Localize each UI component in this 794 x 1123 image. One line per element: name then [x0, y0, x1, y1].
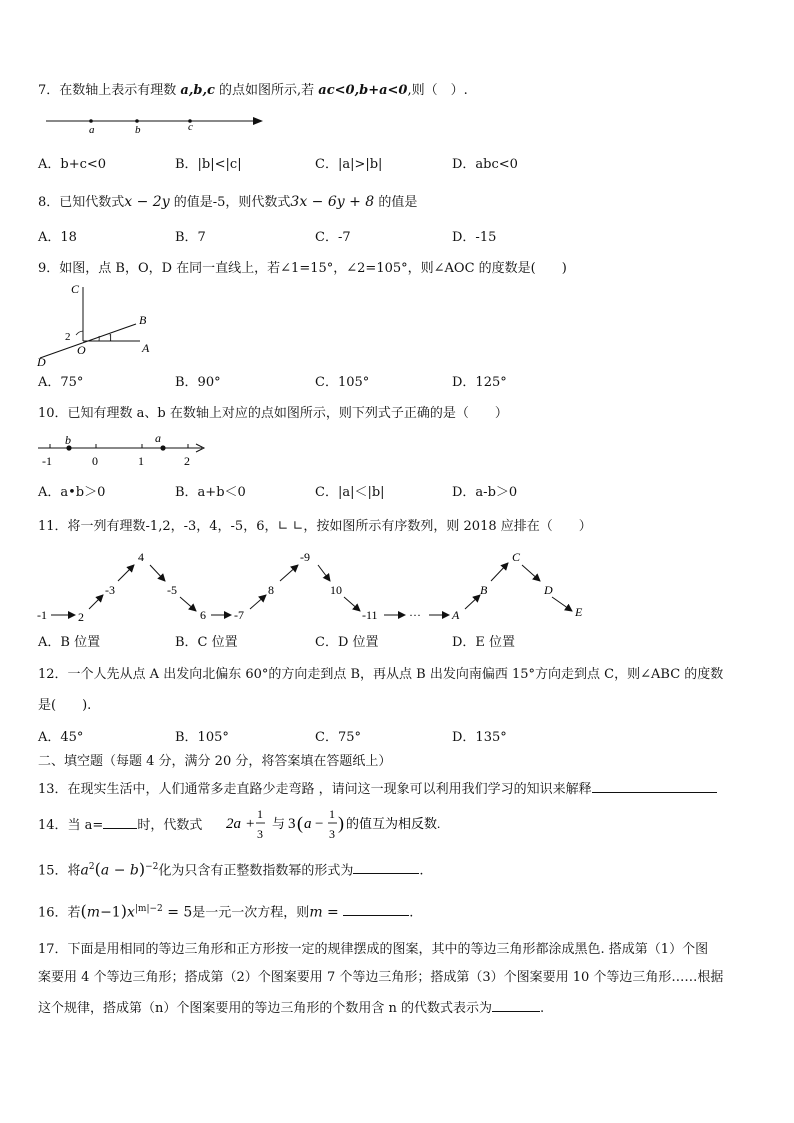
q7-option-b: B．|b|<|c| [175, 157, 242, 172]
q16-answer-blank[interactable] [343, 903, 409, 916]
q17-answer-blank[interactable] [492, 999, 540, 1012]
q9-label-d: D [37, 355, 46, 369]
q9-angle-figure [36, 281, 154, 369]
q11-num-2: 2 [78, 610, 84, 624]
q10-tick-1: 1 [138, 454, 144, 468]
q14-stem: 14．当 a= 时，代数式 [38, 818, 203, 833]
q7-label-b: b [135, 124, 141, 136]
q8-option-c: C．-7 [315, 230, 351, 245]
q11-options [38, 634, 758, 652]
svg-text:−: − [315, 816, 324, 832]
q9-label-c: C [71, 282, 80, 296]
q11-num--7: -7 [234, 608, 244, 622]
q10-option-d: D．a-b＞0 [452, 485, 518, 500]
svg-text:2a: 2a [226, 816, 241, 832]
q10-tick-2: 2 [184, 454, 190, 468]
svg-text:+: + [246, 816, 255, 832]
svg-text:): ) [338, 813, 344, 833]
q11-pos-e: E [575, 605, 583, 619]
q10-label-b: b [65, 433, 71, 447]
q10-options [38, 484, 758, 502]
q17-stem-line2: 案要用 4 个等边三角形；搭成第（2）个图案要用 7 个等边三角形；搭成第（3）个图案要用 10 个等边三角形……根据 [38, 970, 724, 985]
q10-tick--1: -1 [42, 454, 52, 468]
q11-num--11: -11 [362, 608, 378, 622]
q9-option-a: A．75° [38, 375, 84, 390]
q17-stem-line1: 17．下面是用相同的等边三角形和正方形按一定的规律摆成的图案，其中的等边三角形都涂成黑色. 搭成第（1）个图 [38, 942, 709, 957]
svg-text:3: 3 [329, 827, 335, 841]
q9-stem: 9．如图，点 B，O，D 在同一直线上，若∠1=15°，∠2=105°，则∠AOC 的度数是( ) [38, 261, 567, 276]
q11-sequence-figure [34, 545, 594, 630]
section-title: 二、填空题（每题 4 分，满分 20 分，将答案填在答题纸上） [38, 754, 392, 769]
q11-pos-a: A [452, 608, 460, 622]
q11-num--5: -5 [167, 583, 177, 597]
svg-text:1: 1 [257, 807, 263, 821]
q8-options [38, 229, 758, 247]
q7-stem: 7．在数轴上表示有理数 a,b,c 的点如图所示,若 ac<0,b+a<0,则（ ）. [38, 83, 468, 98]
svg-text:a: a [304, 816, 312, 832]
q9-option-d: D．125° [452, 375, 507, 390]
q14-suffix: 的值互为相反数. [346, 816, 441, 831]
svg-text:3: 3 [288, 816, 296, 832]
q12-option-c: C．75° [315, 730, 361, 745]
q11-option-d: D．E 位置 [452, 635, 516, 650]
q10-label-a: a [155, 432, 161, 445]
q11-pos-b: B [480, 583, 488, 597]
q14-expression [224, 804, 448, 846]
q8-option-a: A．18 [38, 230, 77, 245]
q9-options [38, 374, 758, 392]
q10-option-a: A．a•b＞0 [38, 485, 106, 500]
q14-answer-blank[interactable] [103, 816, 137, 829]
q10-number-line [36, 432, 210, 468]
q8-option-b: B．7 [175, 230, 206, 245]
q11-num-6: 6 [200, 608, 206, 622]
q11-option-a: A．B 位置 [38, 635, 101, 650]
q11-ellipsis: ··· [409, 608, 421, 622]
q7-options [38, 156, 758, 174]
q16-stem: 16．若$(m-1)x^{|m|-2} = 5$是一元一次方程，则m = . [38, 901, 414, 921]
q9-label-b: B [139, 313, 147, 327]
svg-text:1: 1 [329, 807, 335, 821]
q12-stem-line1: 12．一个人先从点 A 出发向北偏东 60°的方向走到点 B，再从点 B 出发向南偏西 15°方向走到点 C，则∠ABC 的度数 [38, 667, 724, 682]
q7-option-d: D．abc<0 [452, 157, 518, 172]
q7-option-a: A．b+c<0 [38, 157, 107, 172]
q17-stem-line3: 这个规律，搭成第（n）个图案要用的等边三角形的个数用含 n 的代数式表示为 . [38, 1001, 545, 1016]
q8-stem: 8．已知代数式x − 2y 的值是-5，则代数式3x − 6y + 8 的值是 [38, 194, 418, 210]
q10-tick-0: 0 [92, 454, 98, 468]
q9-label-1: 1 [108, 333, 113, 344]
q11-num--3: -3 [105, 583, 115, 597]
q11-pos-d: D [544, 583, 553, 597]
q15-stem: 15．将$a^2(a - b)^{-2}$化为只含有正整数指数幂的形式为 . [38, 859, 424, 879]
q9-option-c: C．105° [315, 375, 370, 390]
q12-options [38, 729, 758, 747]
q11-option-c: C．D 位置 [315, 635, 379, 650]
q10-option-b: B．a+b＜0 [175, 485, 246, 500]
q9-label-o: O [77, 343, 86, 357]
q11-num-10: 10 [330, 583, 342, 597]
q13-stem: 13．在现实生活中，人们通常多走直路少走弯路 ，请问这一现象可以利用我们学习的知识来解释 [38, 780, 717, 799]
q11-stem: 11．将一列有理数-1,2，-3，4，-5，6，∟ ∟，按如图所示有序数列，则 2018 应排在（ ） [38, 519, 592, 534]
q7-label-c: c [188, 121, 193, 133]
q12-option-d: D．135° [452, 730, 507, 745]
q11-num-8: 8 [268, 583, 274, 597]
q7-option-c: C．|a|>|b| [315, 157, 383, 172]
q11-option-b: B．C 位置 [175, 635, 238, 650]
q9-label-2: 2 [65, 331, 71, 343]
q11-num--1: -1 [37, 608, 47, 622]
q10-stem: 10．已知有理数 a、b 在数轴上对应的点如图所示，则下列式子正确的是（ ） [38, 406, 508, 421]
q11-pos-c: C [512, 550, 521, 564]
q14-and: 与 [272, 816, 286, 831]
q9-option-b: B．90° [175, 375, 221, 390]
q11-num-4: 4 [138, 550, 144, 564]
q11-num--9: -9 [300, 550, 310, 564]
q13-answer-blank[interactable] [592, 780, 717, 793]
q9-label-a: A [142, 341, 150, 355]
q15-answer-blank[interactable] [353, 861, 419, 874]
q7-label-a: a [89, 124, 95, 136]
q8-option-d: D．-15 [452, 230, 497, 245]
q12-stem-line2: 是( ). [38, 698, 92, 713]
q7-number-line [44, 112, 266, 136]
svg-text:3: 3 [257, 827, 263, 841]
svg-text:(: ( [297, 813, 303, 833]
q10-option-c: C．|a|＜|b| [315, 485, 385, 500]
q12-option-b: B．105° [175, 730, 229, 745]
q12-option-a: A．45° [38, 730, 84, 745]
